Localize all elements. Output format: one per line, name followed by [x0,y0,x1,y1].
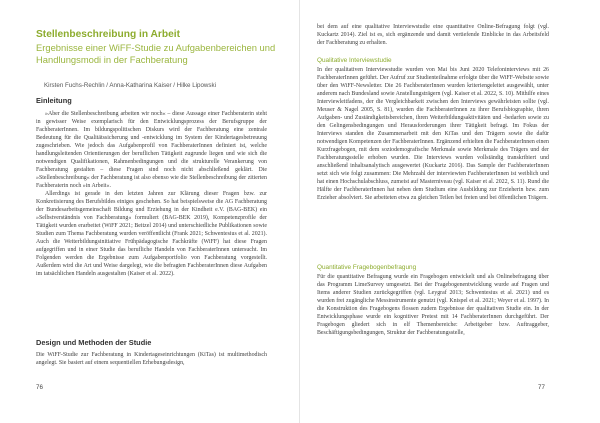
paragraph: »Aber die Stellenbeschreibung arbeiten wir noch« – diese Aussage einer Fachberaterin steht in gewisser Weise exemplarisch für den Entwicklungsprozess der Berufsgruppe der FachberaterInnen. Im bildungspolitischen Diskurs wird der Fachberatung eine zentrale Bedeutung für die Qualitätssicherung und -entwicklung im System der Kindertagesbetreuung zugeschrieben. Wie jedoch das Aufgabenprofil von FachberaterInnen definiert ist, welche handlungsleitenden Orientierungen der beruflichen Tätigkeit zugrunde liegen und wie sich die notwendigen Qualifikationen, Rahmenbedingungen und die strukturelle Verankerung von Fachberatung gestalten – diese Fragen sind noch nicht abschließend geklärt. Die »Stellenbeschreibung« der Fachberatung ist also ebenso wie die Stellenbeschreibung der zitierten Fachberaterin noch »in Arbeit«. [36,111,267,190]
article-subtitle: Ergebnisse einer WiFF-Studie zu Aufgabenbereichen und Handlungsmodi in der Fachberatung [36,42,276,66]
section-heading-design: Design und Methoden der Studie [36,338,152,347]
quantitative-body [317,273,549,337]
article-title: Stellenbeschreibung in Arbeit [36,29,180,40]
paragraph: Für die quantitative Befragung wurde ein Fragebogen entwickelt und als Onlinebefragung über das Programm LimeSurvey umgesetzt. Bei der Fragebogenentwicklung wurde auf Fragen und Items anderer Studien zurückgegriffen (vgl. Leygraf 2013; Schwentesius et al. 2021) und es wurden frei zugängliche Messinstrumente genutzt (vgl. Knispel et al. 2021; Weyer et al. 1997). In die Konstruktion des Fragebogens flossen zudem Ergebnisse der qualitativen Studie ein. In der Entwicklungsphase wurde ein kognitiver Pretest mit 14 FachberaterInnen durchgeführt. Der Fragebogen gliedert sich in elf Themenbereiche: Arbeitgeber bzw. Auftraggeber, Beschäftigungsbedingungen, Struktur der Fachberatungsstelle, [317,274,549,337]
intro-continuation [317,23,549,47]
paragraph: Allerdings ist gerade in den letzten Jahren zur Klärung dieser Fragen bzw. zur Konkretisierung des Berufsbildes einiges geschehen. So hat beispielsweise die AG Fachberatung der Bundesarbeitsgemeinschaft Bildung und Erziehung in der Kindheit e.V. (BAG-BEK) ein »Selbstverständnis von Fachberatung« formuliert (BAG-BEK 2019), Kompetenzprofile der Tätigkeit wurden erarbeitet (WiFF 2021; Beitzel 2014) und unterschiedliche Publikationen sowie Studien zum Thema Fachberatung wurden veröffentlicht (Frank 2021; Schwentesius et al. 2021). Auch die Weiterbildungsinitiative Frühpädagogische Fachkräfte (WiFF) hat diese Fragen aufgegriffen und in einer Studie das berufliche Handeln von FachberaterInnen untersucht. Im Folgenden werden die Ergebnisse zum Aufgabenportfolio von Fachberatung vorgestellt. Außerdem wird die Art und Weise dargelegt, wie die befragten FachberaterInnen diese Aufgaben im tatsächlichen Handeln ausgestalten (Kaiser et al. 2022). [36,191,267,278]
paragraph: bei dem auf eine qualitative Interviewstudie eine quantitative Online-Befragung folgt (vgl. Kuckartz 2014). Ziel ist es, sich ergänzende und damit vertiefende Einblicke in das Arbeitsfeld der Fachberatung zu erhalten. [317,24,549,47]
page-number-left: 76 [36,384,43,391]
design-body [36,351,267,367]
section-heading-einleitung: Einleitung [36,96,72,105]
subheading-quantitative: Quantitative Fragebogenbefragung [317,264,417,271]
qualitative-body [317,66,549,202]
subheading-qualitative: Qualitative Interviewstudie [317,57,392,64]
page-number-right: 77 [538,384,545,391]
paragraph: In der qualitativen Interviewstudie wurden von Mai bis Juni 2020 Telefoninterviews mit 26 FachberaterInnen geführt. Der Aufruf zur Studienteilnahme erfolgte über die WiFF-Website sowie über den WiFF-Newsletter. Die 26 FachberaterInnen wurden kriteriengeleitet ausgewählt, unter anderem nach Bundesland sowie Anstellungsträgern (vgl. Kaiser et al. 2022, S. 10). Mithilfe eines Interviewleitfadens, der die Vergleichbarkeit zwischen den Interviews gewährleisten sollte (vgl. Meuser & Nagel 2005, S. 81), wurden die FachberaterInnen zu ihrer Berufsbiographie, ihren Aufgaben- und Zuständigkeitsbereichen, ihren Weiterbildungsaktivitäten und -bedarfen sowie zu den Gelingensbedingungen und Herausforderungen ihrer Tätigkeit befragt. Im Fokus der Interviews standen die Zusammenarbeit mit den KiTas und den Trägern sowie die dafür notwendigen Kompetenzen der FachberaterInnen. Ergänzend erhielten die FachberaterInnen einen Kurzfragebogen, mit dem soziodemografische Merkmale sowie Merkmale des Trägers und der Fachberatungsstelle erhoben wurden. Die Interviews wurden vollständig transkribiert und anschließend inhaltsanalytisch ausgewertet (Kuckartz 2016). Das Sample der FachberaterInnen setzt sich wie folgt zusammen: Die Mehrzahl der interviewten FachberaterInnen ist weiblich und hat einen Hochschulabschluss, zumeist auf Masterniveau (vgl. Kaiser et al. 2022, S. 11). Rund die Hälfte der FachberaterInnen hat neben dem Studium eine Ausbildung zur Erzieherin bzw. zum Erzieher absolviert. Sie arbeiteten etwa zu gleichen Teilen bei freien und bei öffentlichen Trägern. [317,67,549,202]
article-authors: Kirsten Fuchs-Rechlin / Anna-Katharina Kaiser / Hilke Lipowski [44,82,216,89]
paragraph: Die WiFF-Studie zur Fachberatung in Kindertageseinrichtungen (KiTas) ist multimethodisch angelegt. Sie basiert auf einem sequentiellen Erhebungsdesign, [36,352,267,367]
right-page [300,0,600,423]
einleitung-body [36,110,267,278]
